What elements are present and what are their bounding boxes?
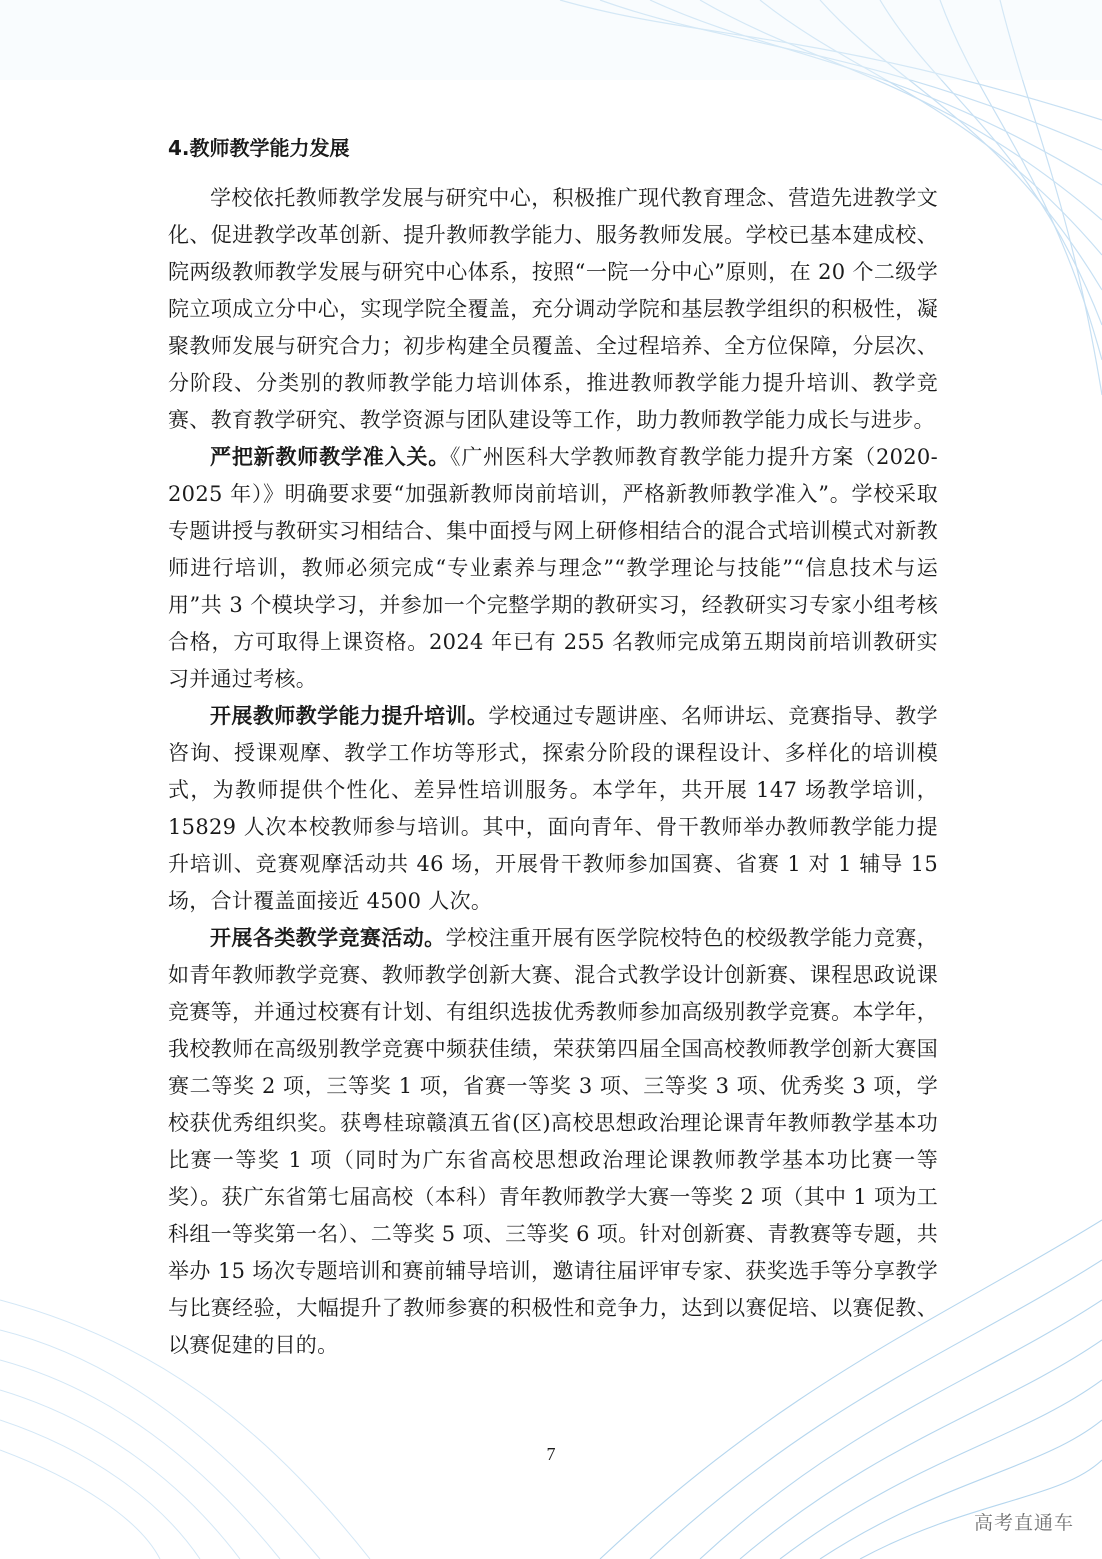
paragraph-capacity-training bbox=[168, 698, 938, 920]
section-heading: 4.教师教学能力发展 bbox=[168, 136, 350, 160]
paragraph-intro bbox=[168, 180, 938, 439]
page-number: 7 bbox=[546, 1444, 556, 1464]
watermark-text: 高考直通车 bbox=[973, 1512, 1074, 1534]
body-text bbox=[168, 180, 938, 1364]
paragraph-lead: 开展各类教学竞赛活动。 bbox=[210, 926, 446, 950]
paragraph-text: 《广州医科大学教师教育教学能力提升方案（2020-2025 年）》明确要求要“加强新教师岗前培训，严格新教师教学准入”。学校采取专题讲授与教研实习相结合、集中面授与网上研修相结合的混合式培训模式对新教师进行培训，教师必须完成“专业素养与理念”“教学理论与技能”“信息技术与运用”共 3 个模块学习，并参加一个完整学期的教研实习，经教研实习专家小组考核合格，方可取得上课资格。2024 年已有 255 名教师完成第五期岗前培训教研实习并通过考核。 bbox=[168, 445, 938, 691]
paragraph-teaching-competitions bbox=[168, 920, 938, 1364]
paragraph-lead: 严把新教师教学准入关。 bbox=[210, 445, 451, 469]
paragraph-lead: 开展教师教学能力提升培训。 bbox=[210, 704, 489, 728]
paragraph-text: 学校通过专题讲座、名师讲坛、竞赛指导、教学咨询、授课观摩、教学工作坊等形式，探索分阶段的课程设计、多样化的培训模式，为教师提供个性化、差异性培训服务。本学年，共开展 147 场教学培训，15829 人次本校教师参与培训。其中，面向青年、骨干教师举办教师教学能力提升培训、竞赛观摩活动共 46 场，开展骨干教师参加国赛、省赛 1 对 1 辅导 15 场，合计覆盖面接近 4500 人次。 bbox=[168, 704, 938, 913]
paragraph-text: 学校依托教师教学发展与研究中心，积极推广现代教育理念、营造先进教学文化、促进教学改革创新、提升教师教学能力、服务教师发展。学校已基本建成校、院两级教师教学发展与研究中心体系，按照“一院一分中心”原则，在 20 个二级学院立项成立分中心，实现学院全覆盖，充分调动学院和基层教学组织的积极性，凝聚教师发展与研究合力；初步构建全员覆盖、全过程培养、全方位保障，分层次、分阶段、分类别的教师教学能力培训体系，推进教师教学能力提升培训、教学竞赛、教育教学研究、教学资源与团队建设等工作，助力教师教学能力成长与进步。 bbox=[168, 186, 938, 432]
paragraph-new-teacher-access bbox=[168, 439, 938, 698]
paragraph-text: 学校注重开展有医学院校特色的校级教学能力竞赛，如青年教师教学竞赛、教师教学创新大赛、混合式教学设计创新赛、课程思政说课竞赛等，并通过校赛有计划、有组织选拔优秀教师参加高级别教学竞赛。本学年，我校教师在高级别教学竞赛中频获佳绩，荣获第四届全国高校教师教学创新大赛国赛二等奖 2 项，三等奖 1 项，省赛一等奖 3 项、三等奖 3 项、优秀奖 3 项，学校获优秀组织奖。获粤桂琼赣滇五省(区)高校思想政治理论课青年教师教学基本功比赛一等奖 1 项（同时为广东省高校思想政治理论课教师教学基本功比赛一等奖）。获广东省第七届高校（本科）青年教师教学大赛一等奖 2 项（其中 1 项为工科组一等奖第一名）、二等奖 5 项、三等奖 6 项。针对创新赛、青教赛等专题，共举办 15 场次专题培训和赛前辅导培训，邀请往届评审专家、获奖选手等分享教学与比赛经验，大幅提升了教师参赛的积极性和竞争力，达到以赛促培、以赛促教、以赛促建的目的。 bbox=[168, 926, 938, 1357]
